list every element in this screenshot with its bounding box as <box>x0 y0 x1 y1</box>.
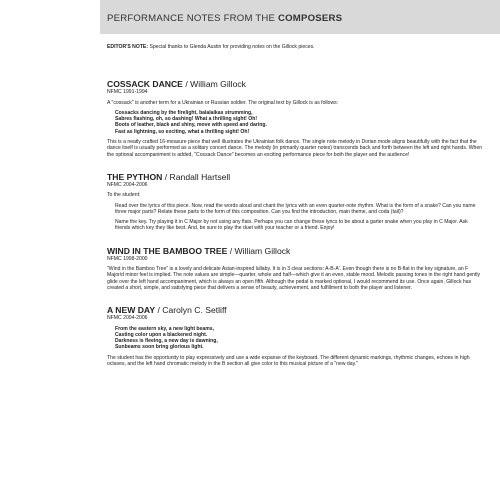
page-content <box>107 44 483 381</box>
piece-name: THE PYTHON <box>107 171 163 182</box>
lyric-line: Fast as lightning, so exciting, what a thrilling sight! Oh! <box>115 128 250 135</box>
piece-body: "Wind in the Bamboo Tree" is a lovely and delicate Asian-inspired lullaby. It is in 3 clear sections: A-B-A'. Even though there is no B-flat in the key signature, an F Major/d minor feel is implied. The note values are simple—quarter, whole and half—which give it an even, stable mood. Melodic passing tones in the right hand gently glide over the left hand accompaniment, which is always an open fifth. Although the pedal is marked optional, I would recommend its use. Once again, Gillock has created a short, simple, and satisfying piece that delivers a sense of beauty, achievement, and fulfillment to both the player and listener. <box>107 266 481 291</box>
piece-title <box>107 246 483 256</box>
piece-meta: NFMC 2004-2006 <box>107 181 148 188</box>
lyric-line: Cossacks dancing by the firelight, balalaikas strumming, <box>115 109 253 116</box>
editor-note <box>107 44 483 50</box>
piece-meta: NFMC 1991-1994 <box>107 89 148 96</box>
piece-lyrics <box>107 110 483 135</box>
piece-composer: / William Gillock <box>185 79 246 90</box>
piece-the-python <box>107 172 483 232</box>
editor-note-label: EDITOR'S NOTE: <box>107 44 149 50</box>
piece-body: This is a neatly crafted 16-measure piece that well illustrates the Ukrainian folk dance. The single note melody in Dorian mode aligns beautifully with the fact that the dance itself is usually performed as a solitary concert dance. The melody (in primarily quarter notes) transcends back and forth between the left and right hands. When the optional accompaniment is added, "Cossack Dance" becomes an exciting performance piece for both the player and the audience! <box>107 139 483 158</box>
piece-composer: / Carolyn C. Setliff <box>157 305 227 316</box>
piece-meta: NFMC 2004-2006 <box>107 315 148 322</box>
piece-body: The student has the opportunity to play expressively and use a wide expanse of the keyboard. The different dynamic markings, rhythmic changes, echoes in high octaves, and the left hand chromatic melody in the B section all give color to this musical picture of a "new day." <box>107 354 470 368</box>
editor-note-text: Special thanks to Glenda Austin for providing notes on the Gillock pieces. <box>149 44 315 50</box>
piece-composer: / Randall Hartsell <box>164 171 231 182</box>
lyric-line: Casting color upon a blackened night. <box>115 331 208 338</box>
piece-paragraph: Read over the lyrics of this piece. Now, read the words aloud and chant the lyrics with an even quarter-note rhythm. What is the form of a snake? Can you name three major parts? Relate these parts to the form of this composition. Can you find the introduction, main theme, and coda (tail)? <box>115 202 476 215</box>
piece-name: COSSACK DANCE <box>107 79 183 90</box>
piece-title <box>107 79 483 89</box>
lyric-line: Boots of leather, black and shiny, move with speed and daring. <box>115 122 267 129</box>
piece-name: A NEW DAY <box>107 305 156 316</box>
page-title-bold: COMPOSERS <box>278 13 343 24</box>
page-title-prefix: PERFORMANCE NOTES FROM THE <box>107 13 276 24</box>
piece-wind-in-the-bamboo-tree <box>107 246 483 291</box>
lyric-line: Darkness is fleeing, a new day is dawning, <box>115 338 218 345</box>
piece-composer: / William Gillock <box>229 245 291 256</box>
piece-intro: A "cossack" is another term for a Ukrainian or Russian soldier. The original text by Gillock is as follows: <box>107 99 339 106</box>
piece-paragraph: Name the key. Try playing it in C Major by not using any flats. Perhaps you can change these lyrics to be about a garter snake when you play in C Major. Ask friends which key they like best. And, be sure to play the duet with your teacher or a friend. Enjoy! <box>115 219 468 232</box>
lyric-line: Sunbeams soon bring glorious light. <box>115 344 204 351</box>
piece-intro: To the student: <box>107 192 141 199</box>
piece-cossack-dance <box>107 79 483 158</box>
piece-meta: NFMC 1998-2000 <box>107 255 148 262</box>
page-title <box>107 13 342 24</box>
lyric-line: From the eastern sky, a new light beams, <box>115 325 214 332</box>
piece-title <box>107 172 483 182</box>
piece-a-new-day <box>107 305 483 367</box>
piece-name: WIND IN THE BAMBOO TREE <box>107 245 228 256</box>
piece-lyrics <box>107 326 483 351</box>
piece-title <box>107 305 483 315</box>
lyric-line: Sabres flashing, oh, so dashing! What a thrilling sight! Oh! <box>115 116 258 123</box>
